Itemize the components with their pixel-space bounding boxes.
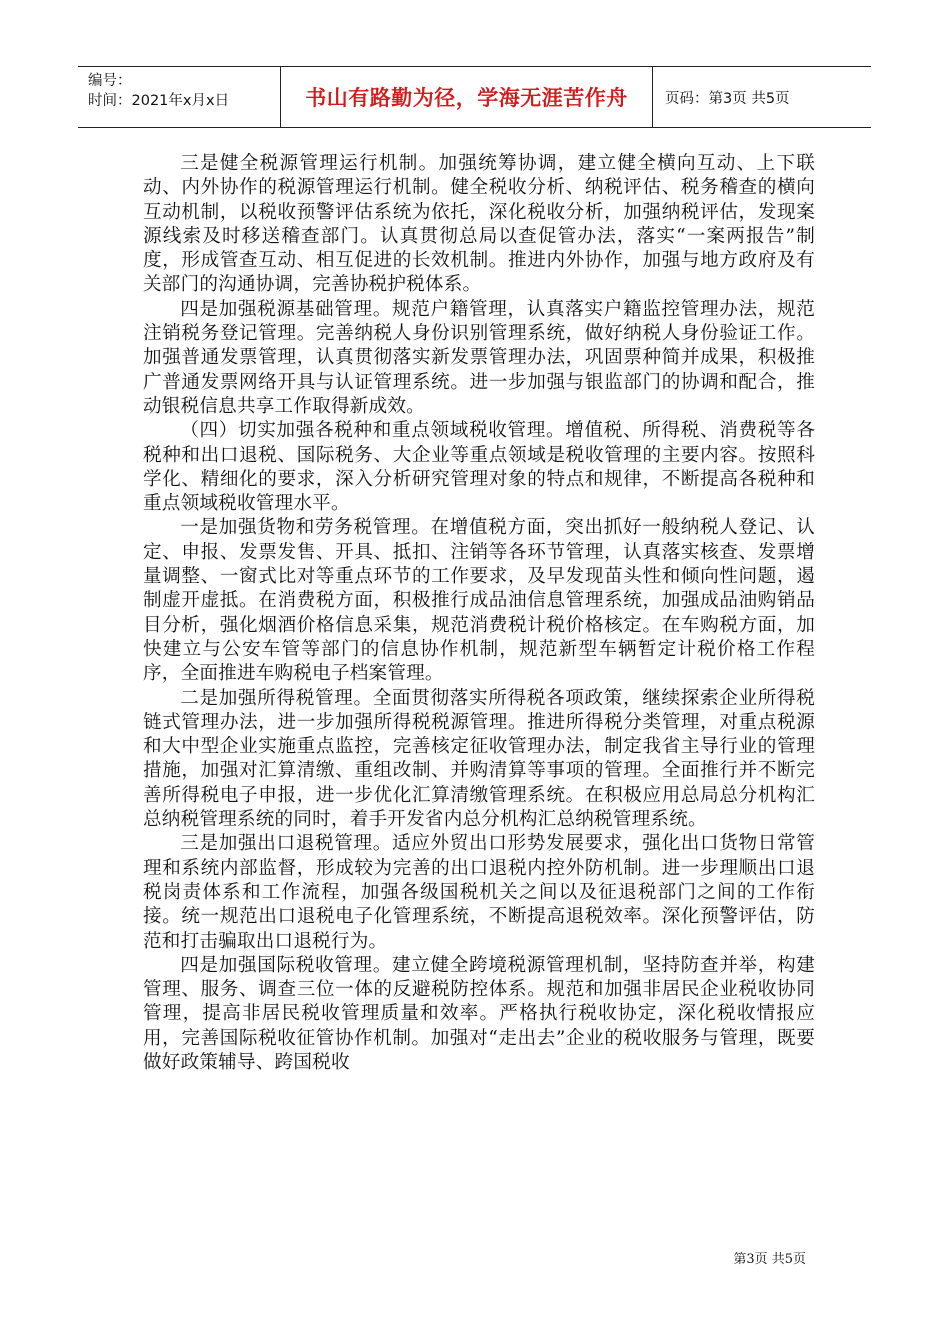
header-meta [78, 67, 281, 127]
document-number-label: 编号： [88, 73, 132, 89]
paragraph: 三是健全税源管理运行机制。加强统筹协调，建立健全横向互动、上下联动、内外协作的税源管理运行机制。健全税收分析、纳税评估、税务稽查的横向互动机制，以税收预警评估系统为依托，深化税收分析，加强纳税评估，发现案源线索及时移送稽查部门。认真贯彻总局以查促管办法，落实“一案两报告”制度，形成管查互动、相互促进的长效机制。推进内外协作，加强与地方政府及有关部门的沟通协调，完善协税护税体系。 [143, 153, 815, 296]
paragraph: 四是加强税源基础管理。规范户籍管理，认真落实户籍监控管理办法，规范注销税务登记管理。完善纳税人身份识别管理系统，做好纳税人身份验证工作。加强普通发票管理，认真贯彻落实新发票管理办法，巩固票种简并成果，积极推广普通发票网络开具与认证管理系统。进一步加强与银监部门的协调和配合，推动银税信息共享工作取得新成效。 [143, 298, 815, 417]
paragraph: 一是加强货物和劳务税管理。在增值税方面，突出抓好一般纳税人登记、认定、申报、发票发售、开具、抵扣、注销等各环节管理，认真落实核查、发票增量调整、一窗式比对等重点环节的工作要求，及早发现苗头性和倾向性问题，遏制虚开虚抵。在消费税方面，积极推行成品油信息管理系统，加强成品油购销品目分析，强化烟酒价格信息采集，规范消费税计税价格核定。在车购税方面，加快建立与公安车管等部门的信息协作机制，规范新型车辆暂定计税价格工作程序，全面推进车购税电子档案管理。 [143, 517, 815, 685]
paragraph: 四是加强国际税收管理。建立健全跨境税源管理机制，坚持防查并举，构建管理、服务、调查三位一体的反避税防控体系。规范和加强非居民企业税收协同管理，提高非居民税收管理质量和效率。严格执行税收协定，深化税收情报应用，完善国际税收征管协作机制。加强对“走出去”企业的税收服务与管理，既要做好政策辅导、跨国税收 [143, 954, 815, 1073]
document-body [143, 152, 815, 1075]
footer-page-number: 第3页 共5页 [733, 1252, 806, 1267]
page-header [78, 66, 871, 128]
header-page-indicator: 页码：第3页 共5页 [665, 90, 790, 107]
header-motto: 书山有路勤为径，学海无涯苦作舟 [281, 67, 653, 127]
paragraph: 二是加强所得税管理。全面贯彻落实所得税各项政策，继续探索企业所得税链式管理办法，进一步加强所得税税源管理。推进所得税分类管理，对重点税源和大中型企业实施重点监控，完善核定征收管理办法，制定我省主导行业的管理措施，加强对汇算清缴、重组改制、并购清算等事项的管理。全面推行并不断完善所得税电子申报，进一步优化汇算清缴管理系统。在积极应用总局总分机构汇总纳税管理系统的同时，着手开发省内总分机构汇总纳税管理系统。 [143, 687, 815, 831]
document-date: 时间：2021年x月x日 [88, 93, 230, 109]
paragraph: （四）切实加强各税种和重点领域税收管理。增值税、所得税、消费税等各税种和出口退税、国际税务、大企业等重点领域是税收管理的主要内容。按照科学化、精细化的要求，深入分析研究管理对象的特点和规律，不断提高各税种和重点领域税收管理水平。 [143, 420, 815, 515]
paragraph: 三是加强出口退税管理。适应外贸出口形势发展要求，强化出口货物日常管理和系统内部监督，形成较为完善的出口退税内控外防机制。进一步理顺出口退税岗责体系和工作流程，加强各级国税机关之间以及征退税部门之间的工作衔接。统一规范出口退税电子化管理系统，不断提高退税效率。深化预警评估，防范和打击骗取出口退税行为。 [143, 833, 815, 952]
